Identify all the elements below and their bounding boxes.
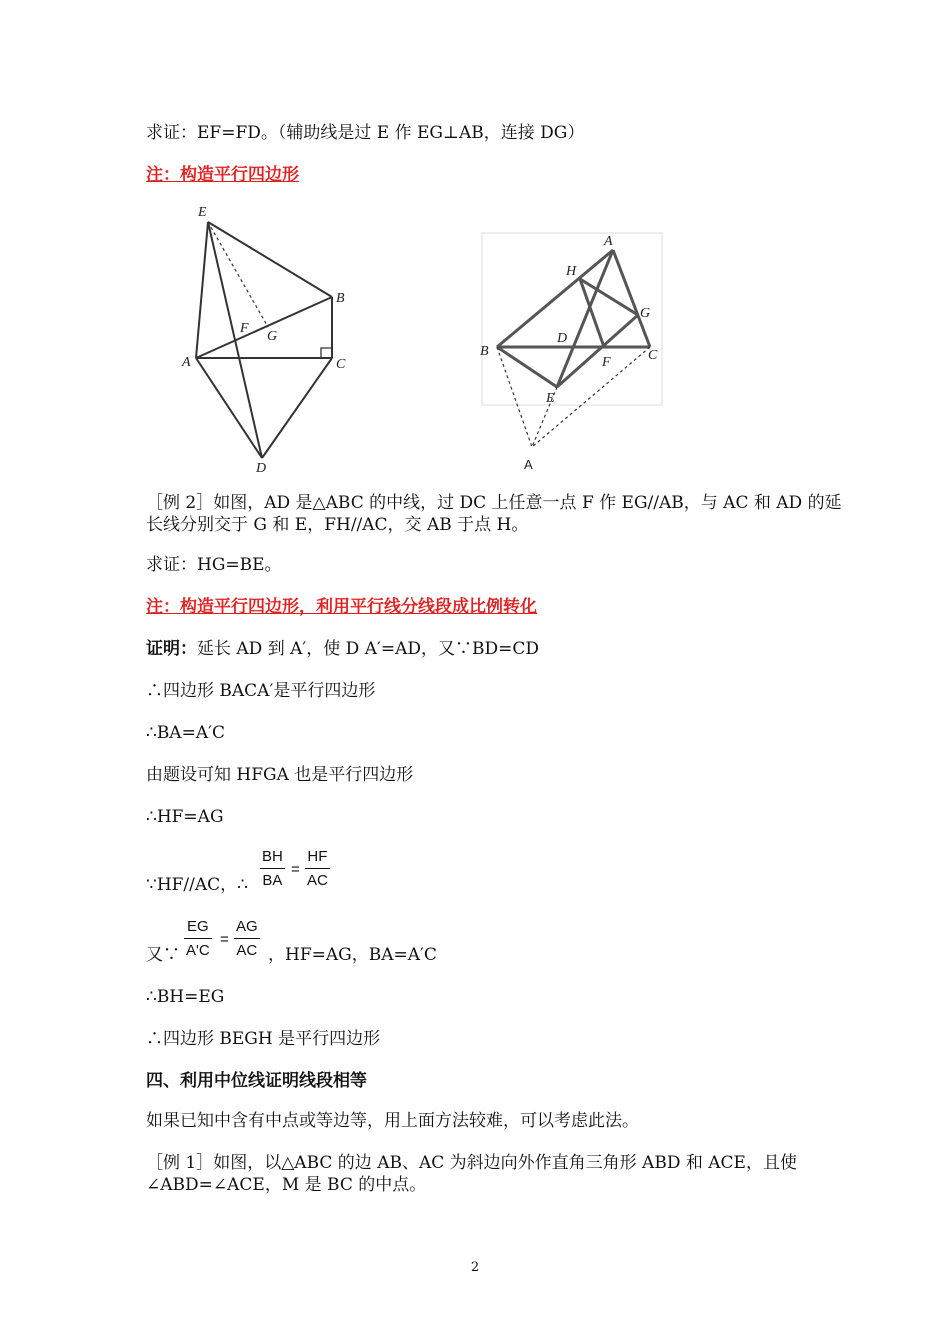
proof-line-4: 由题设可知 HFGA 也是平行四边形	[146, 765, 414, 785]
proof-line-7-prefix: 又∵	[146, 945, 180, 965]
fraction-denominator: A'C	[186, 942, 210, 959]
note-parallel-proportion: 注：构造平行四边形，利用平行线分线段成比例转化	[146, 597, 537, 617]
equals-sign: =	[291, 861, 300, 878]
fraction-denominator: BA	[262, 872, 283, 889]
figure-2-geometry	[470, 225, 670, 480]
proof-line-6: ∵HF//AC，∴	[146, 875, 248, 895]
example-2-line-2: 长线分别交于 G 和 E，FH//AC，交 AB 于点 H。	[146, 515, 529, 535]
label-g: G	[267, 329, 278, 344]
segment-ba	[497, 250, 613, 347]
proof-label: 证明：	[146, 639, 197, 659]
segment-ba-prime-dashed	[497, 347, 532, 447]
equals-sign: =	[220, 931, 229, 948]
fraction-numerator: HF	[305, 848, 330, 869]
example-2-line-1: ［例 2］如图，AD 是△ABC 的中线，过 DC 上任意一点 F 作 EG//AB，与 AC 和 AD 的延	[146, 493, 842, 513]
proof-line-3: ∴BA=A′C	[146, 723, 225, 743]
segment-eg-dashed	[208, 222, 268, 327]
label-c: C	[336, 357, 346, 372]
prove-ef-line: 求证：EF=FD。（辅助线是过 E 作 EG⊥AB，连接 DG）	[146, 123, 585, 143]
right-angle-mark	[321, 348, 332, 358]
label-b: B	[336, 291, 345, 306]
label-d: D	[557, 331, 568, 346]
segment-hf	[580, 279, 604, 347]
label-a: A	[182, 355, 191, 370]
page-number: 2	[470, 1260, 480, 1275]
label-h: H	[566, 264, 577, 279]
label-c: C	[648, 348, 658, 363]
proof-line-9: ∴四边形 BEGH 是平行四边形	[146, 1029, 381, 1049]
fraction-eg-ac-prime	[184, 918, 212, 959]
fraction-denominator: AC	[236, 942, 258, 959]
segment-ab	[196, 297, 332, 358]
label-d: D	[256, 461, 267, 476]
segment-be	[497, 347, 557, 387]
label-f: F	[602, 355, 611, 370]
prove-hg-line: 求证：HG=BE。	[146, 555, 282, 575]
fraction-bh-ba	[260, 848, 285, 889]
label-e: E	[546, 391, 555, 406]
label-g: G	[640, 306, 651, 321]
fraction-denominator: AC	[307, 872, 328, 889]
segment-ad	[196, 358, 262, 458]
fraction-numerator: EG	[184, 918, 212, 939]
fraction-hf-ac	[305, 848, 330, 889]
note-parallelogram: 注：构造平行四边形	[146, 165, 299, 185]
proof-line-5: ∴HF=AG	[146, 807, 224, 827]
segment-cd	[262, 358, 332, 458]
proof-line-1-text: 延长 AD 到 A′，使 D A′=AD，又∵BD=CD	[197, 639, 539, 659]
label-b: B	[480, 344, 489, 359]
label-e: E	[198, 205, 207, 220]
fraction-numerator: AG	[234, 918, 260, 939]
label-a-prime: A	[524, 457, 533, 472]
fraction-numerator: BH	[260, 848, 285, 869]
example-1-line-1: ［例 1］如图，以△ABC 的边 AB、AC 为斜边向外作直角三角形 ABD 和 ACE，且使	[146, 1153, 797, 1173]
figure-1-geometry	[170, 200, 370, 480]
proof-line-2: ∴四边形 BACA′是平行四边形	[146, 681, 376, 701]
example-1-line-2: ∠ABD=∠ACE，M 是 BC 的中点。	[146, 1175, 427, 1195]
proof-line-7-suffix: ，HF=AG，BA=A′C	[268, 945, 437, 965]
section-4-intro: 如果已知中含有中点或等边等，用上面方法较难，可以考虑此法。	[146, 1111, 639, 1131]
segment-ea	[196, 222, 208, 358]
label-f: F	[240, 321, 249, 336]
label-a-top: A	[604, 234, 613, 249]
section-4-heading: 四、利用中位线证明线段相等	[146, 1071, 367, 1091]
fraction-ag-ac	[234, 918, 260, 959]
proof-line-8: ∴BH=EG	[146, 987, 225, 1007]
proof-line-1	[146, 638, 539, 660]
segment-eb	[208, 222, 332, 297]
